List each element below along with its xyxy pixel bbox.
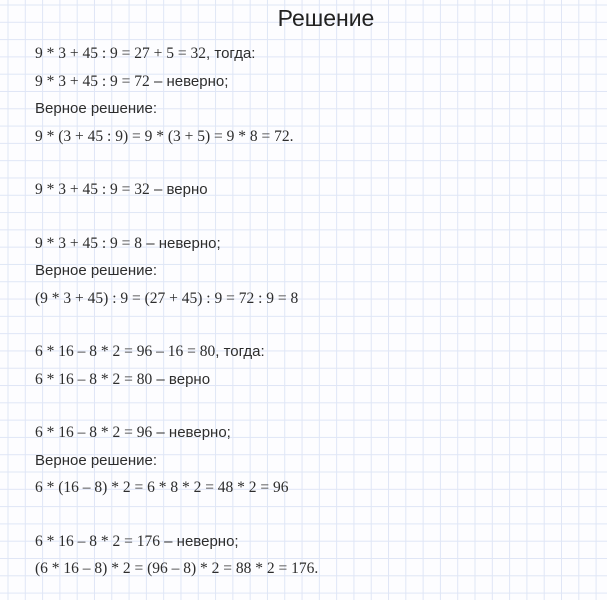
formula-text: 6 * 16 – 8 * 2 = 96	[35, 424, 153, 441]
solution-line	[35, 123, 592, 151]
page-title: Решение	[277, 5, 375, 31]
solution-paragraph	[35, 338, 592, 393]
solution-paragraph	[35, 40, 592, 150]
annotation-text: , тогда:	[206, 45, 256, 62]
solution-paragraph	[35, 230, 592, 313]
formula-text: (9 * 3 + 45) : 9 = (27 + 45) : 9 = 72 : 9 = 8	[35, 289, 299, 307]
annotation-text: – неверно;	[160, 532, 239, 550]
annotation-text: Верное решение:	[35, 451, 158, 469]
solution-content	[0, 40, 607, 583]
formula-text: 6 * 16 – 8 * 2 = 80	[35, 370, 153, 388]
annotation-text: Верное решение:	[35, 100, 158, 117]
solution-line	[35, 176, 592, 204]
formula-text: 9 * (3 + 45 : 9) = 9 * (3 + 5) = 9 * 8 = 72.	[35, 127, 294, 145]
annotation-text: – неверно;	[152, 424, 231, 441]
solution-line	[35, 68, 592, 96]
solution-line	[35, 257, 592, 285]
solution-line	[35, 447, 592, 475]
solution-paragraph	[35, 176, 592, 204]
formula-text: 9 * 3 + 45 : 9 = 32	[35, 181, 150, 198]
solution-paragraph	[35, 528, 592, 583]
formula-text: 9 * 3 + 45 : 9 = 8	[35, 234, 143, 252]
formula-text: 9 * 3 + 45 : 9 = 27 + 5 = 32	[35, 45, 207, 62]
solution-line	[35, 338, 592, 366]
annotation-text: – верно	[149, 181, 208, 198]
formula-text: (6 * 16 – 8) * 2 = (96 – 8) * 2 = 88 * 2 = 176.	[35, 560, 319, 577]
formula-text: 6 * 16 – 8 * 2 = 96 – 16 = 80	[35, 343, 216, 360]
solution-line	[35, 474, 592, 502]
annotation-text: , тогда:	[215, 343, 265, 360]
annotation-text: – неверно;	[149, 72, 229, 90]
solution-line	[35, 285, 592, 313]
formula-text: 6 * 16 – 8 * 2 = 176	[35, 532, 160, 550]
solution-line	[35, 40, 592, 68]
formula-text: 6 * (16 – 8) * 2 = 6 * 8 * 2 = 48 * 2 = 96	[35, 479, 289, 496]
solution-line	[35, 528, 592, 556]
annotation-text: – неверно;	[142, 234, 221, 252]
annotation-text: Верное решение:	[35, 262, 158, 279]
formula-text: 9 * 3 + 45 : 9 = 72	[35, 72, 150, 90]
solution-paragraph	[35, 419, 592, 502]
solution-line	[35, 366, 592, 394]
solution-line	[35, 555, 592, 583]
annotation-text: – верно	[152, 370, 211, 388]
solution-line	[35, 95, 592, 123]
solution-line	[35, 419, 592, 447]
solution-line	[35, 230, 592, 258]
